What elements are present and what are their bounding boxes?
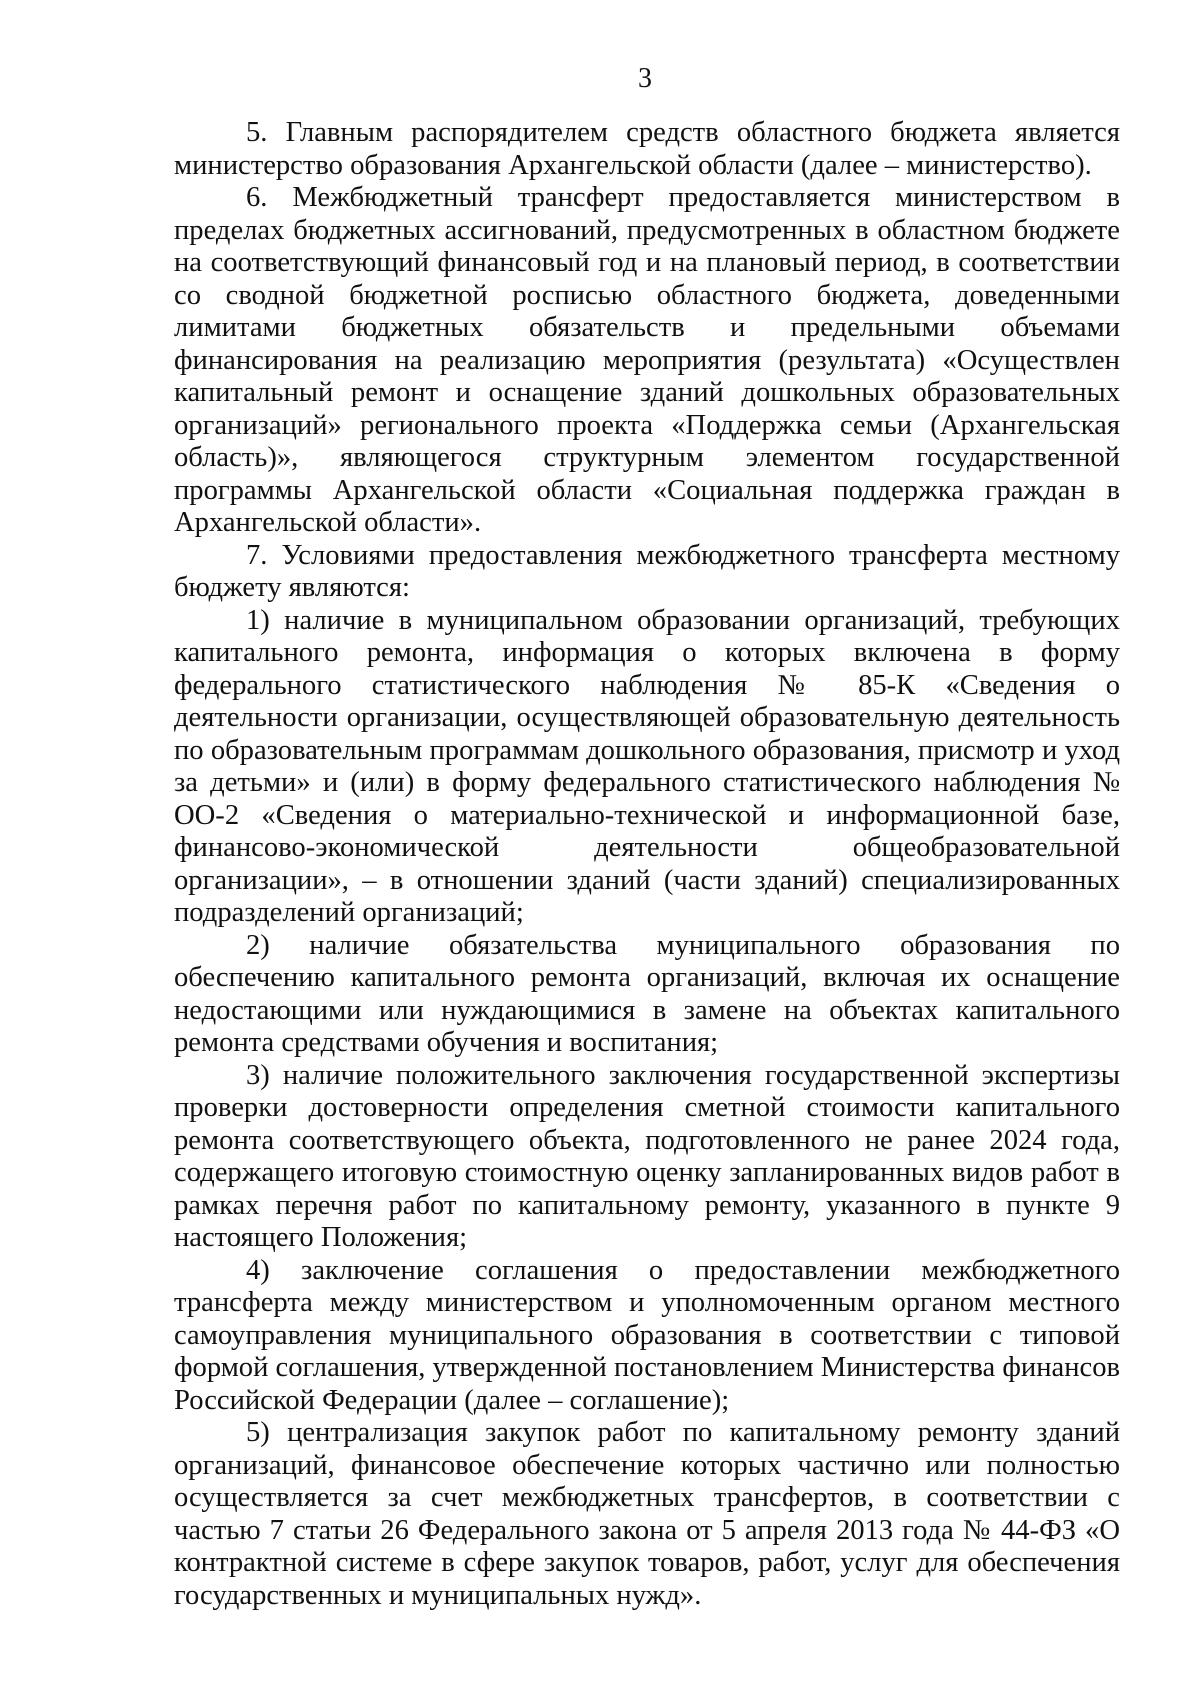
page-number: 3: [638, 63, 652, 94]
document-body: [174, 117, 1120, 1612]
paragraph-item-7: 7. Условиями предоставления межбюджетного трансферта местному бюджету являются:: [174, 539, 1120, 603]
subparagraph-2: 2) наличие обязательства муниципального образования по обеспечению капитального ремонта организаций, включая их оснащение недостающими или нуждающимися в замене на объектах капитального ремонта средствами обучения и воспитания;: [174, 929, 1120, 1058]
paragraph-item-5: 5. Главным распорядителем средств областного бюджета является министерство образования Архангельской области (далее – министерство).: [174, 117, 1120, 181]
subparagraph-4: 4) заключение соглашения о предоставлении межбюджетного трансферта между министерством и уполномоченным органом местного самоуправления муниципального образования в соответствии с типовой формой соглашения, утвержденной постановлением Министерства финансов Российской Федерации (далее – соглашение);: [174, 1254, 1121, 1416]
paragraph-item-6: 6. Межбюджетный трансферт предоставляется министерством в пределах бюджетных ассигнований, предусмотренных в областном бюджете на соответствующий финансовый год и на плановый период, в соответствии со сводной бюджетной росписью областного бюджета, доведенными лимитами бюджетных обязательств и предельными объемами финансирования на реализацию мероприятия (результата) «Осуществлен капитальный ремонт и оснащение зданий дошкольных образовательных организаций» регионального проекта «Поддержка семьи (Архангельская область)», являющегося структурным элементом государственной программы Архангельской области «Социальная поддержка граждан в Архангельской области».: [174, 182, 1120, 538]
subparagraph-1: 1) наличие в муниципальном образовании организаций, требующих капитального ремонта, информация о которых включена в форму федерального статистического наблюдения № 85-К «Сведения о деятельности организации, осуществляющей образовательную деятельность по образовательным программам дошкольного образования, присмотр и уход за детьми» и (или) в форму федерального статистического наблюдения № ОО-2 «Сведения о материально-технической и информационной базе, финансово-экономической деятельности общеобразовательной организации», – в отношении зданий (части зданий) специализированных подразделений организаций;: [174, 604, 1120, 928]
subparagraph-3: 3) наличие положительного заключения государственной экспертизы проверки достоверности определения сметной стоимости капитального ремонта соответствующего объекта, подготовленного не ранее 2024 года, содержащего итоговую стоимостную оценку запланированных видов работ в рамках перечня работ по капитальному ремонту, указанного в пункте 9 настоящего Положения;: [174, 1059, 1120, 1253]
subparagraph-5: 5) централизация закупок работ по капитальному ремонту зданий организаций, финансовое обеспечение которых частично или полностью осуществляется за счет межбюджетных трансфертов, в соответствии с частью 7 статьи 26 Федерального закона от 5 апреля 2013 года № 44-ФЗ «О контрактной системе в сфере закупок товаров, работ, услуг для обеспечения государственных и муниципальных нужд».: [174, 1417, 1120, 1611]
